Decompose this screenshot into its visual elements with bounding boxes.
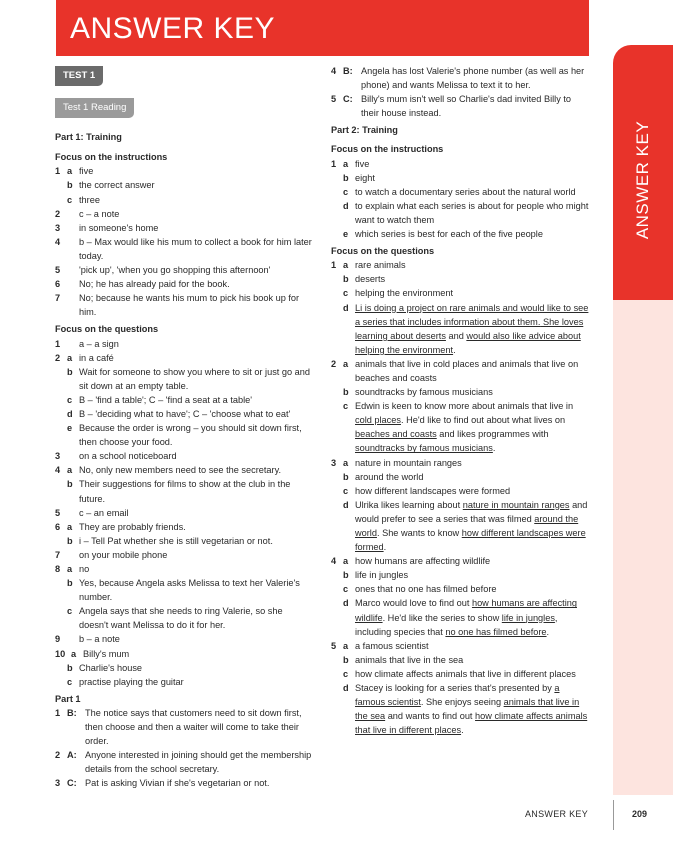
side-tab bbox=[613, 45, 673, 300]
list-item: c B – 'find a table'; C – 'find a seat at a table' bbox=[67, 394, 253, 405]
footer-label: ANSWER KEY bbox=[525, 809, 589, 819]
list-item: 7 on your mobile phone bbox=[55, 549, 168, 560]
list-item: 6 No; he has already paid for the book. bbox=[55, 279, 230, 290]
part1-list bbox=[55, 706, 313, 791]
list-item: 1 a five bbox=[55, 166, 94, 177]
list-item: 4 a how humans are affecting wildlife bbox=[331, 556, 491, 567]
list-item: 2 c – a note bbox=[55, 208, 120, 219]
part2-training-heading: Part 2: Training bbox=[331, 125, 398, 136]
list-item: 5 C: Billy's mum isn't well so Charlie's dad invited Billy to their house instead. bbox=[331, 94, 572, 119]
list-item: 6 a They are probably friends. bbox=[55, 521, 186, 532]
side-tab-label: ANSWER KEY bbox=[633, 120, 652, 240]
test-label: TEST 1 bbox=[55, 66, 103, 86]
list-item: d Ulrika likes learning about nature in mountain ranges and would prefer to see a series that was filmed around the world. She wants to know how different landscapes were formed. bbox=[343, 499, 588, 553]
page-number: 209 bbox=[632, 809, 648, 819]
list-item: b deserts bbox=[343, 274, 386, 285]
questions-list bbox=[55, 337, 313, 689]
list-item: 4 B: Angela has lost Valerie's phone number (as well as her phone) and wants Melissa to text it to her. bbox=[331, 66, 585, 91]
part1-training-heading: Part 1: Training bbox=[55, 132, 122, 143]
list-item: c to watch a documentary series about the natural world bbox=[343, 186, 576, 197]
list-item: c ones that no one has filmed before bbox=[343, 584, 497, 595]
focus-questions-heading: Focus on the questions bbox=[55, 324, 159, 335]
list-item: 5 'pick up', 'when you go shopping this afternoon' bbox=[55, 265, 271, 276]
list-item: c Angela says that she needs to ring Valerie, so she doesn't want Melissa to do it for her. bbox=[67, 606, 283, 631]
list-item: 2 A: Anyone interested in joining should get the membership details from the school secretary. bbox=[55, 750, 312, 775]
list-item: 9 b – a note bbox=[55, 634, 120, 645]
list-item: 3 on a school noticeboard bbox=[55, 451, 177, 462]
list-item: 10 a Billy's mum bbox=[55, 648, 130, 659]
list-item: b Their suggestions for films to show at the club in the future. bbox=[67, 479, 291, 504]
list-item: e Because the order is wrong – you should sit down first, then choose your food. bbox=[67, 423, 302, 448]
list-item: b soundtracks by famous musicians bbox=[343, 387, 493, 398]
list-item: b i – Tell Pat whether she is still vegetarian or not. bbox=[67, 535, 273, 546]
list-item: c helping the environment bbox=[343, 288, 454, 299]
list-item: c three bbox=[67, 194, 100, 205]
list-item: b Wait for someone to show you where to sit or just go and sit down at an empty table. bbox=[67, 366, 310, 391]
list-item: b around the world bbox=[343, 471, 424, 482]
list-item: 3 a nature in mountain ranges bbox=[331, 457, 462, 468]
list-item: d to explain what each series is about for people who might want to watch them bbox=[343, 200, 589, 225]
list-item: b the correct answer bbox=[67, 180, 155, 191]
list-item: 2 a in a café bbox=[55, 352, 114, 363]
header-banner bbox=[56, 0, 589, 56]
list-item: 8 a no bbox=[55, 564, 90, 574]
list-item: e which series is best for each of the five people bbox=[343, 229, 543, 240]
instructions-list bbox=[55, 164, 313, 319]
list-item: 1 a five bbox=[331, 158, 370, 169]
list-item: 5 a a famous scientist bbox=[331, 640, 429, 651]
part1-cont-list bbox=[331, 64, 591, 120]
list-item: d Stacey is looking for a series that's presented by a famous scientist. She enjoys seeing animals that live in the sea and wants to find out how climate affects animals that live in different places. bbox=[343, 683, 588, 736]
list-item: b eight bbox=[343, 172, 375, 183]
focus-instructions-heading: Focus on the instructions bbox=[331, 144, 444, 155]
list-item: c practise playing the guitar bbox=[67, 676, 184, 687]
list-item: 3 C: Pat is asking Vivian if she's vegetarian or not. bbox=[55, 778, 270, 789]
list-item: b life in jungles bbox=[343, 570, 409, 581]
list-item: 1 a – a sign bbox=[55, 338, 119, 349]
list-item: 4 b – Max would like his mum to collect a book for him later today. bbox=[55, 236, 312, 261]
list-item: 1 a rare animals bbox=[331, 260, 406, 271]
list-item: b Charlie's house bbox=[67, 662, 143, 673]
section-label: Test 1 Reading bbox=[55, 98, 134, 118]
focus-questions-heading: Focus on the questions bbox=[331, 246, 435, 257]
instructions-list bbox=[331, 157, 591, 242]
list-item: 5 c – an email bbox=[55, 507, 129, 518]
list-item: 2 a animals that live in cold places and animals that live on beaches and coasts bbox=[331, 358, 579, 383]
page-title: ANSWER KEY bbox=[70, 12, 276, 45]
right-column bbox=[331, 64, 591, 737]
list-item: 4 a No, only new members need to see the secretary. bbox=[55, 465, 282, 476]
footer-divider bbox=[613, 800, 614, 830]
list-item: b animals that live in the sea bbox=[343, 654, 464, 665]
list-item: d B – 'deciding what to have'; C – 'choose what to eat' bbox=[67, 408, 291, 419]
side-band bbox=[613, 300, 673, 795]
part1-heading: Part 1 bbox=[55, 693, 81, 704]
focus-instructions-heading: Focus on the instructions bbox=[55, 152, 168, 163]
list-item: b Yes, because Angela asks Melissa to text her Valerie's number. bbox=[67, 578, 300, 603]
list-item: d Li is doing a project on rare animals and would like to see a series that includes information about them. She loves learning about deserts and would also like advice about helping the environment. bbox=[343, 302, 589, 355]
list-item: 1 B: The notice says that customers need to sit down first, then choose and then a waiter will come to take their order. bbox=[55, 707, 302, 747]
list-item: 3 in someone's home bbox=[55, 222, 159, 233]
list-item: c Edwin is keen to know more about animals that live in cold places. He'd like to find out about what lives on beaches and coasts and likes programmes with soundtracks by famous musicians. bbox=[343, 401, 574, 454]
left-column bbox=[55, 64, 313, 791]
list-item: d Marco would love to find out how humans are affecting wildlife. He'd like the series to show life in jungles, including species that no one has filmed before. bbox=[343, 598, 577, 637]
list-item: 7 No; because he wants his mum to pick his book up for him. bbox=[55, 293, 300, 318]
list-item: c how climate affects animals that live in different places bbox=[343, 668, 576, 679]
list-item: c how different landscapes were formed bbox=[343, 485, 511, 496]
